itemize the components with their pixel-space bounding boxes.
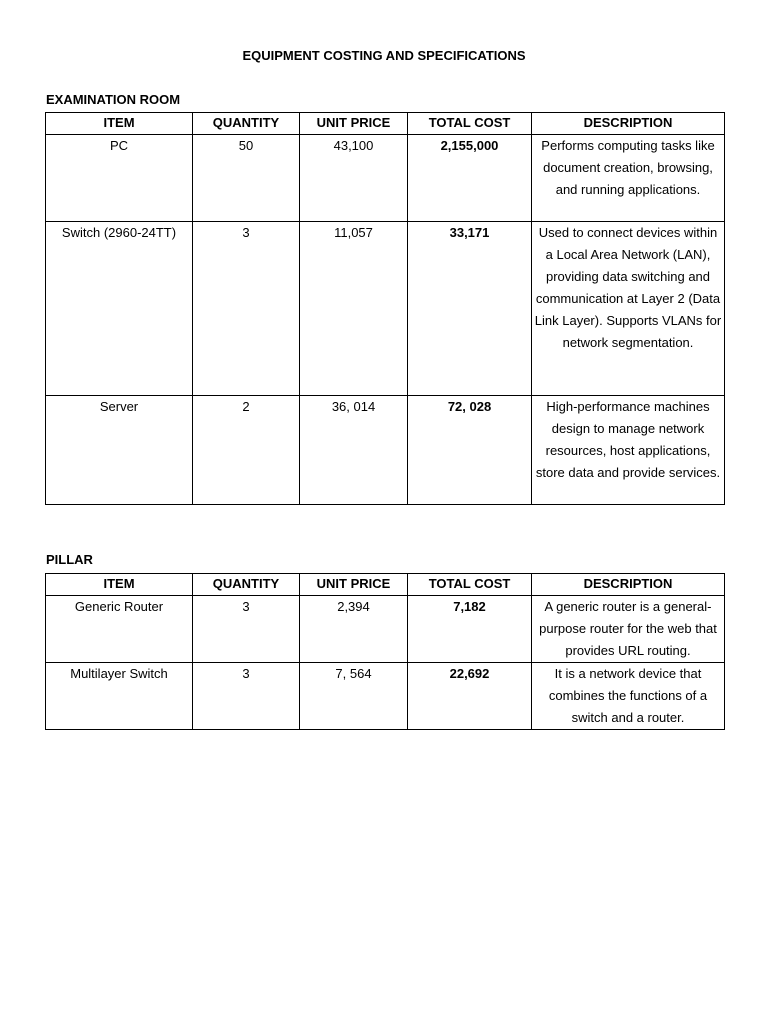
- table-header-row: [46, 574, 725, 596]
- column-header-description: DESCRIPTION: [532, 574, 725, 596]
- unit-price-cell: 2,394: [300, 596, 408, 663]
- unit-price-cell: 43,100: [300, 135, 408, 222]
- column-header-item: ITEM: [46, 574, 193, 596]
- total-cost-cell: 7,182: [408, 596, 532, 663]
- description-cell: A generic router is a general-purpose router for the web that provides URL routing.: [532, 596, 725, 663]
- column-header-total-cost: TOTAL COST: [408, 574, 532, 596]
- quantity-cell: 3: [193, 663, 300, 730]
- column-header-quantity: QUANTITY: [193, 574, 300, 596]
- table-header-row: [46, 113, 725, 135]
- table-row: [46, 396, 725, 505]
- quantity-cell: 3: [193, 222, 300, 396]
- item-cell: PC: [46, 135, 193, 222]
- item-cell: Generic Router: [46, 596, 193, 663]
- table-row: [46, 663, 725, 730]
- unit-price-cell: 7, 564: [300, 663, 408, 730]
- unit-price-cell: 11,057: [300, 222, 408, 396]
- description-cell: Used to connect devices within a Local Area Network (LAN), providing data switching and communication at Layer 2 (Data Link Layer). Supports VLANs for network segmentation.: [532, 222, 725, 396]
- quantity-cell: 3: [193, 596, 300, 663]
- item-cell: Server: [46, 396, 193, 505]
- column-header-description: DESCRIPTION: [532, 113, 725, 135]
- item-cell: Multilayer Switch: [46, 663, 193, 730]
- quantity-cell: 50: [193, 135, 300, 222]
- pillar-table: [45, 573, 725, 730]
- column-header-total-cost: TOTAL COST: [408, 113, 532, 135]
- table-row: [46, 222, 725, 396]
- section-heading-pillar: PILLAR: [46, 552, 93, 567]
- section-heading-examination-room: EXAMINATION ROOM: [46, 92, 181, 107]
- total-cost-cell: 22,692: [408, 663, 532, 730]
- quantity-cell: 2: [193, 396, 300, 505]
- description-cell: High-performance machines design to manage network resources, host applications, store data and provide services.: [532, 396, 725, 505]
- item-cell: Switch (2960-24TT): [46, 222, 193, 396]
- table-row: [46, 135, 725, 222]
- total-cost-cell: 72, 028: [408, 396, 532, 505]
- unit-price-cell: 36, 014: [300, 396, 408, 505]
- total-cost-cell: 33,171: [408, 222, 532, 396]
- column-header-item: ITEM: [46, 113, 193, 135]
- document-title: EQUIPMENT COSTING AND SPECIFICATIONS: [242, 48, 526, 63]
- column-header-quantity: QUANTITY: [193, 113, 300, 135]
- total-cost-cell: 2,155,000: [408, 135, 532, 222]
- description-cell: It is a network device that combines the functions of a switch and a router.: [532, 663, 725, 730]
- examination-room-table: [45, 112, 725, 505]
- table-row: [46, 596, 725, 663]
- column-header-unit-price: UNIT PRICE: [300, 113, 408, 135]
- column-header-unit-price: UNIT PRICE: [300, 574, 408, 596]
- description-cell: Performs computing tasks like document creation, browsing, and running applications.: [532, 135, 725, 222]
